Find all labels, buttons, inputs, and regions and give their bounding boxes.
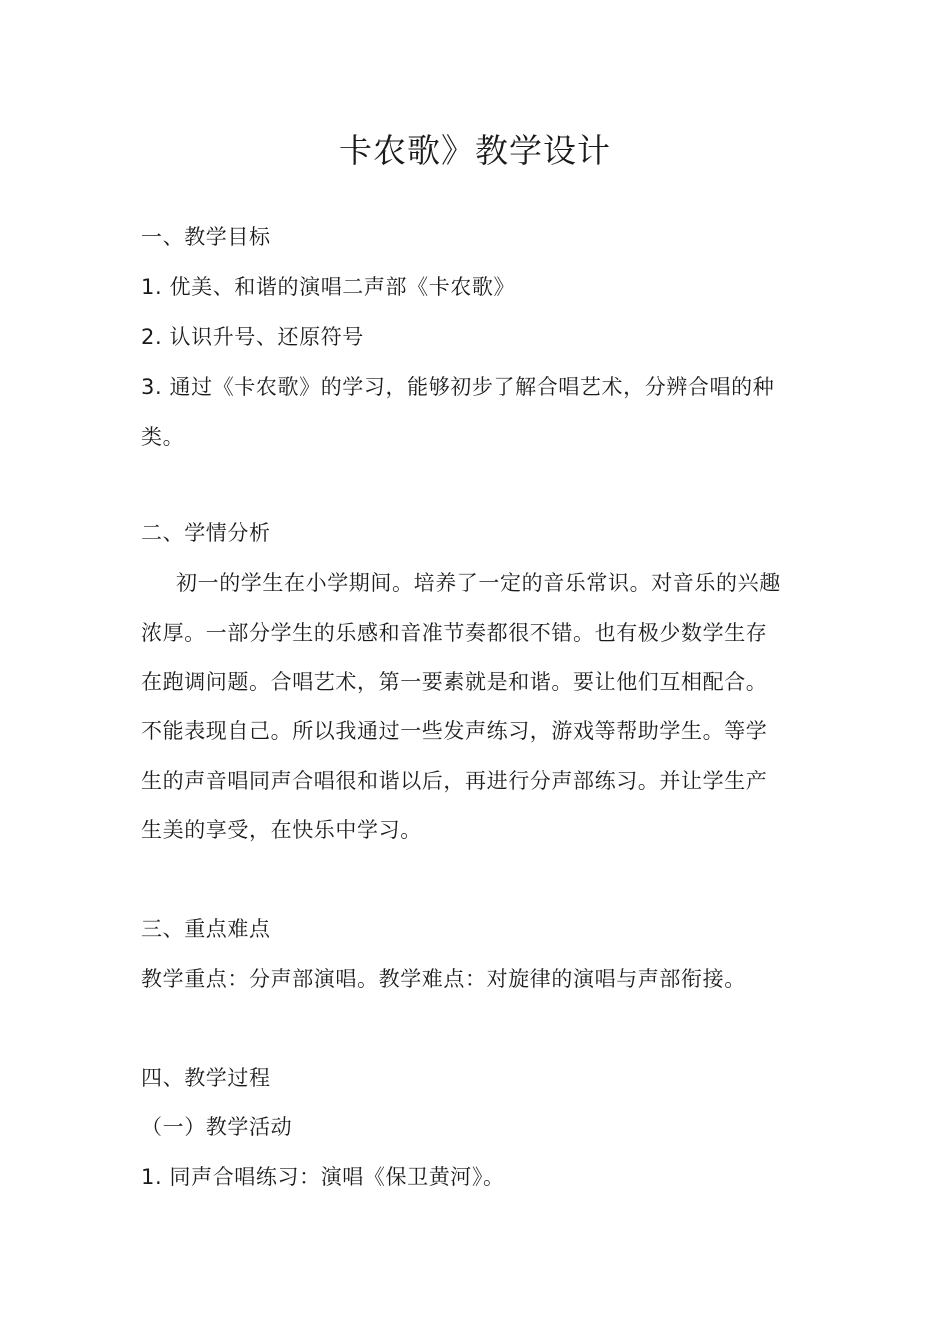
analysis-paragraph-line: 浓厚。一部分学生的乐感和音准节奏都很不错。也有极少数学生存 — [141, 621, 768, 645]
section-heading-objectives: 一、教学目标 — [141, 225, 271, 249]
analysis-paragraph-line: 在跑调问题。合唱艺术，第一要素就是和谐。要让他们互相配合。 — [141, 670, 768, 694]
section-heading-analysis: 二、学情分析 — [141, 521, 271, 545]
objective-item-3-line-2: 类。 — [141, 425, 185, 449]
objective-item-2: 2. 认识升号、还原符号 — [141, 325, 364, 349]
process-subheading: （一）教学活动 — [141, 1115, 293, 1139]
analysis-paragraph-line: 初一的学生在小学期间。培养了一定的音乐常识。对音乐的兴趣 — [176, 571, 781, 595]
objective-item-1: 1. 优美、和谐的演唱二声部《卡农歌》 — [141, 275, 516, 299]
section-heading-key-points: 三、重点难点 — [141, 917, 271, 941]
analysis-paragraph-line: 生的声音唱同声合唱很和谐以后，再进行分声部练习。并让学生产 — [141, 769, 768, 793]
process-item-1: 1. 同声合唱练习：演唱《保卫黄河》。 — [141, 1165, 505, 1189]
section-heading-process: 四、教学过程 — [141, 1066, 271, 1090]
analysis-paragraph-line: 生美的享受，在快乐中学习。 — [141, 818, 422, 842]
analysis-paragraph-line: 不能表现自己。所以我通过一些发声练习，游戏等帮助学生。等学 — [141, 719, 768, 743]
document-title: 卡农歌》教学设计 — [339, 131, 611, 170]
objective-item-3-line-1: 3. 通过《卡农歌》的学习，能够初步了解合唱艺术，分辨合唱的种 — [141, 375, 775, 399]
key-points-text: 教学重点：分声部演唱。教学难点：对旋律的演唱与声部衔接。 — [141, 967, 746, 991]
